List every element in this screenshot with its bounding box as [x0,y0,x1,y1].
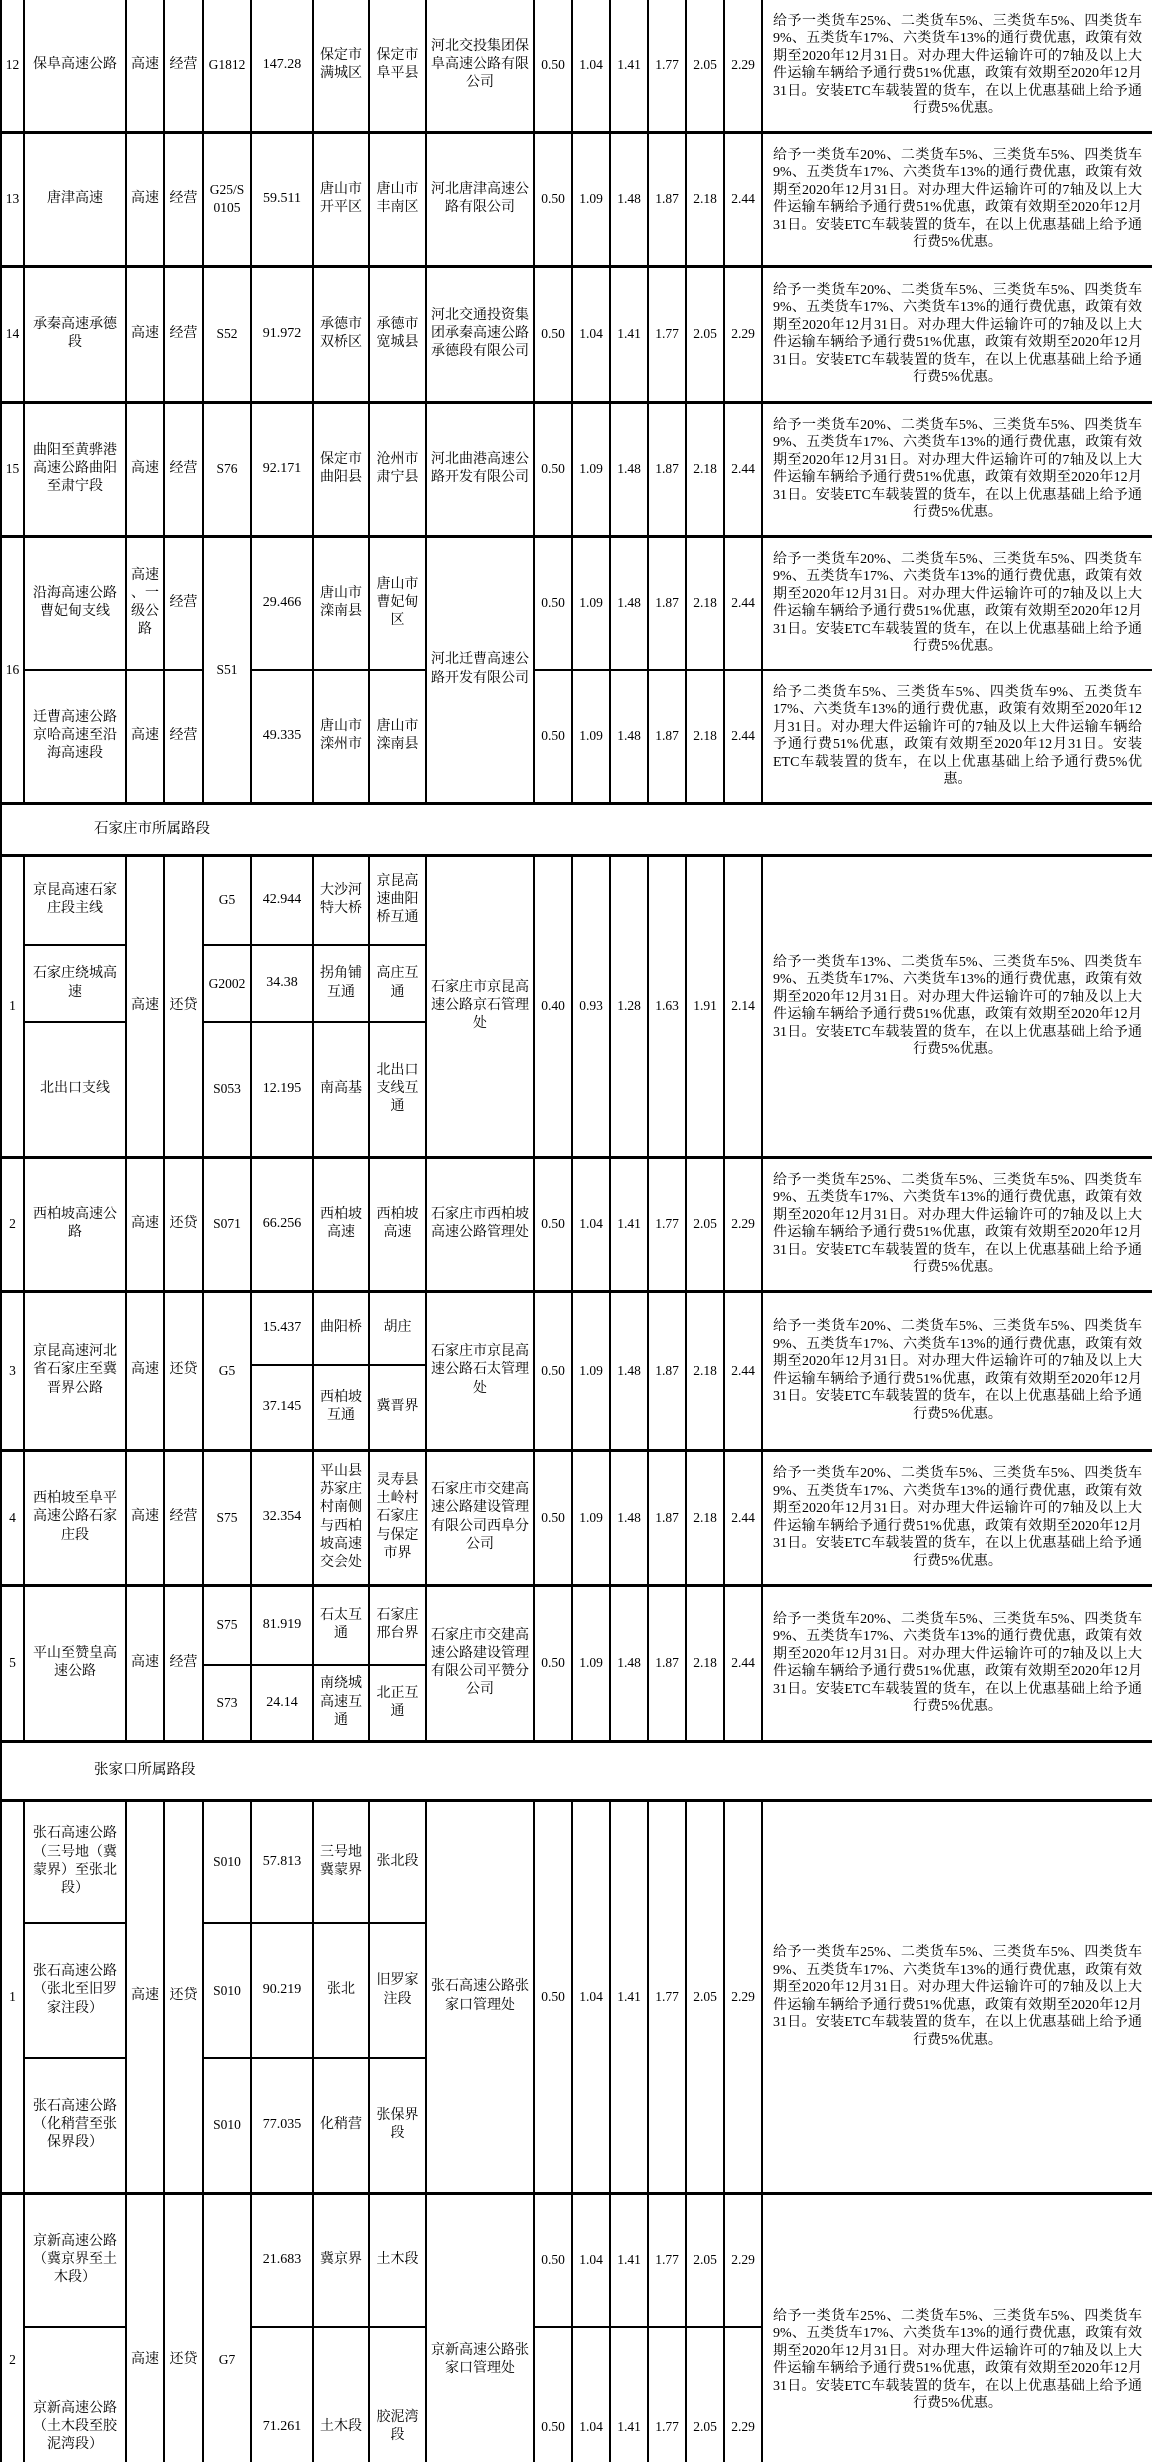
cell-road-name: 石家庄绕城高速 [24,945,126,1022]
cell-road-name: 曲阳至黄骅港高速公路曲阳至肃宁段 [24,402,126,536]
cell-length-km: 37.145 [251,1365,313,1450]
cell-rate-5: 2.18 [686,132,724,266]
cell-end-point: 胶泥湾段 [369,2327,426,2462]
cell-rate-2: 1.09 [572,670,610,803]
cell-rate-6: 2.44 [724,132,762,266]
cell-row-number: 1 [1,1800,24,2193]
cell-road-code: G2002 [203,945,251,1022]
cell-end-point: 土木段 [369,2193,426,2327]
cell-rate-1: 0.40 [534,855,572,1157]
cell-length-km: 15.437 [251,1291,313,1365]
cell-length-km: 32.354 [251,1450,313,1585]
cell-rate-6: 2.44 [724,1585,762,1741]
cell-end-point: 北出口支线互通 [369,1022,426,1157]
cell-road-type: 高速 [126,132,164,266]
cell-rate-6: 2.29 [724,1800,762,2193]
cell-length-km: 29.466 [251,536,313,670]
cell-rate-2: 1.04 [572,1157,610,1291]
cell-length-km: 91.972 [251,266,313,402]
cell-start-point: 承德市双桥区 [313,266,369,402]
cell-end-point: 冀晋界 [369,1365,426,1450]
cell-road-code: G25/S0105 [203,132,251,266]
cell-road-code: S51 [203,536,251,803]
cell-road-type: 高速 [126,1450,164,1585]
cell-road-type: 高速 [126,0,164,132]
cell-row-number: 12 [1,0,24,132]
cell-row-number: 15 [1,402,24,536]
cell-rate-2: 1.04 [572,0,610,132]
table-row [1,266,1152,402]
cell-end-point: 西柏坡高速 [369,1157,426,1291]
cell-operation-type: 还贷 [164,2193,203,2462]
cell-operator: 石家庄市交建高速公路建设管理有限公司西阜分公司 [426,1450,534,1585]
cell-start-point: 南绕城高速互通 [313,1665,369,1741]
cell-start-point: 石太互通 [313,1585,369,1665]
cell-rate-1: 0.50 [534,0,572,132]
cell-road-code: G1812 [203,0,251,132]
cell-operator: 河北迁曹高速公路开发有限公司 [426,536,534,803]
cell-road-code: S73 [203,1665,251,1741]
cell-rate-1: 0.50 [534,402,572,536]
cell-rate-5: 2.18 [686,1450,724,1585]
cell-remark: 给予一类货车13%、二类货车5%、三类货车5%、四类货车9%、五类货车17%、六类货车13%的通行费优惠，政策有效期至2020年12月31日。对办理大件运输许可的7轴及以上大件运输车辆给予通行费51%优惠，政策有效期至2020年12月31日。安装ETC车载装置的货车，在以上优惠基础上给予通行费5%优惠。 [762,855,1152,1157]
cell-rate-5: 2.05 [686,1800,724,2193]
cell-rate-2: 1.09 [572,1291,610,1450]
cell-length-km: 12.195 [251,1022,313,1157]
cell-rate-3: 1.48 [610,1450,648,1585]
cell-rate-3: 1.48 [610,536,648,670]
cell-rate-4: 1.87 [648,132,686,266]
cell-length-km: 59.511 [251,132,313,266]
cell-road-name: 迁曹高速公路京哈高速至沿海高速段 [24,670,126,803]
cell-rate-1: 0.50 [534,1291,572,1450]
cell-rate-1: 0.50 [534,536,572,670]
cell-end-point: 北正互通 [369,1665,426,1741]
cell-road-code: G7 [203,2193,251,2462]
cell-rate-1: 0.50 [534,266,572,402]
cell-end-point: 唐山市曹妃甸区 [369,536,426,670]
cell-road-name: 北出口支线 [24,1022,126,1157]
cell-end-point: 唐山市丰南区 [369,132,426,266]
table-row [1,0,1152,132]
cell-rate-2: 1.04 [572,1800,610,2193]
cell-length-km: 77.035 [251,2058,313,2193]
cell-length-km: 71.261 [251,2327,313,2462]
cell-remark: 给予一类货车20%、二类货车5%、三类货车5%、四类货车9%、五类货车17%、六类货车13%的通行费优惠，政策有效期至2020年12月31日。对办理大件运输许可的7轴及以上大件运输车辆给予通行费51%优惠，政策有效期至2020年12月31日。安装ETC车载装置的货车，在以上优惠基础上给予通行费5%优惠。 [762,266,1152,402]
cell-start-point: 拐角铺互通 [313,945,369,1022]
cell-rate-4: 1.63 [648,855,686,1157]
cell-rate-6: 2.29 [724,266,762,402]
cell-road-name: 西柏坡高速公路 [24,1157,126,1291]
cell-operator: 京新高速公路张家口管理处 [426,2193,534,2462]
cell-length-km: 57.813 [251,1800,313,1923]
cell-start-point: 张北 [313,1923,369,2058]
cell-rate-3: 1.41 [610,266,648,402]
cell-road-code: S053 [203,1022,251,1157]
section-title: 石家庄市所属路段 [1,803,1152,855]
cell-road-name: 唐津高速 [24,132,126,266]
cell-row-number: 4 [1,1450,24,1585]
cell-operator: 石家庄市交建高速公路建设管理有限公司平赞分公司 [426,1585,534,1741]
cell-road-name: 京新高速公路（土木段至胶泥湾段） [24,2327,126,2462]
table-row [1,536,1152,670]
cell-end-point: 唐山市滦南县 [369,670,426,803]
cell-rate-5: 2.05 [686,0,724,132]
cell-operation-type: 还贷 [164,1291,203,1450]
cell-remark: 给予一类货车20%、二类货车5%、三类货车5%、四类货车9%、五类货车17%、六类货车13%的通行费优惠，政策有效期至2020年12月31日。对办理大件运输许可的7轴及以上大件运输车辆给予通行费51%优惠，政策有效期至2020年12月31日。安装ETC车载装置的货车，在以上优惠基础上给予通行费5%优惠。 [762,1585,1152,1741]
cell-row-number: 16 [1,536,24,803]
cell-length-km: 66.256 [251,1157,313,1291]
cell-rate-4: 1.77 [648,1157,686,1291]
cell-rate-3: 1.41 [610,1157,648,1291]
cell-road-code: S010 [203,2058,251,2193]
cell-road-type: 高速 [126,2193,164,2462]
cell-rate-6: 2.29 [724,1157,762,1291]
cell-row-number: 13 [1,132,24,266]
cell-operator: 石家庄市西柏坡高速公路管理处 [426,1157,534,1291]
cell-rate-2: 1.09 [572,1450,610,1585]
cell-start-point: 唐山市滦南县 [313,536,369,670]
cell-length-km: 147.28 [251,0,313,132]
cell-end-point: 石家庄邢台界 [369,1585,426,1665]
section-header-row [1,1741,1152,1800]
cell-operation-type: 经营 [164,266,203,402]
cell-operation-type: 经营 [164,132,203,266]
cell-rate-3: 1.41 [610,1800,648,2193]
cell-rate-6: 2.29 [724,2193,762,2327]
cell-length-km: 81.919 [251,1585,313,1665]
cell-row-number: 2 [1,2193,24,2462]
cell-rate-2: 1.09 [572,132,610,266]
table-row [1,132,1152,266]
cell-rate-4: 1.87 [648,536,686,670]
cell-road-type: 高速 [126,1157,164,1291]
cell-rate-1: 0.50 [534,1800,572,2193]
cell-rate-5: 2.05 [686,2327,724,2462]
cell-rate-4: 1.87 [648,402,686,536]
cell-end-point: 承德市宽城县 [369,266,426,402]
cell-rate-3: 1.48 [610,1291,648,1450]
cell-rate-1: 0.50 [534,1585,572,1741]
cell-rate-6: 2.44 [724,1450,762,1585]
cell-end-point: 旧罗家注段 [369,1923,426,2058]
cell-road-name: 京新高速公路（冀京界至土木段） [24,2193,126,2327]
cell-start-point: 西柏坡互通 [313,1365,369,1450]
cell-row-number: 1 [1,855,24,1157]
cell-road-code: S52 [203,266,251,402]
cell-row-number: 5 [1,1585,24,1741]
cell-rate-6: 2.29 [724,2327,762,2462]
cell-operator: 河北交投集团保阜高速公路有限公司 [426,0,534,132]
cell-start-point: 唐山市开平区 [313,132,369,266]
cell-operation-type: 还贷 [164,1157,203,1291]
cell-remark: 给予一类货车20%、二类货车5%、三类货车5%、四类货车9%、五类货车17%、六类货车13%的通行费优惠，政策有效期至2020年12月31日。对办理大件运输许可的7轴及以上大件运输车辆给予通行费51%优惠，政策有效期至2020年12月31日。安装ETC车载装置的货车，在以上优惠基础上给予通行费5%优惠。 [762,536,1152,670]
cell-rate-6: 2.29 [724,0,762,132]
cell-rate-2: 0.93 [572,855,610,1157]
section-header-row [1,803,1152,855]
cell-rate-1: 0.50 [534,1450,572,1585]
cell-rate-3: 1.28 [610,855,648,1157]
cell-length-km: 34.38 [251,945,313,1022]
cell-rate-2: 1.04 [572,2193,610,2327]
cell-rate-5: 2.05 [686,1157,724,1291]
cell-road-name: 沿海高速公路曹妃甸支线 [24,536,126,670]
cell-road-type: 高速 [126,670,164,803]
cell-road-name: 京昆高速石家庄段主线 [24,855,126,945]
cell-road-type: 高速 [126,402,164,536]
cell-road-code: S071 [203,1157,251,1291]
cell-operation-type: 还贷 [164,855,203,1157]
cell-road-type: 高速、一级公路 [126,536,164,670]
cell-start-point: 平山县苏家庄村南侧与西柏坡高速交会处 [313,1450,369,1585]
cell-road-code: S010 [203,1923,251,2058]
cell-end-point: 高庄互通 [369,945,426,1022]
cell-row-number: 3 [1,1291,24,1450]
cell-rate-1: 0.50 [534,132,572,266]
cell-start-point: 保定市满城区 [313,0,369,132]
cell-rate-1: 0.50 [534,2327,572,2462]
cell-rate-1: 0.50 [534,2193,572,2327]
cell-start-point: 三号地冀蒙界 [313,1800,369,1923]
cell-rate-4: 1.77 [648,0,686,132]
cell-end-point: 胡庄 [369,1291,426,1365]
cell-rate-2: 1.09 [572,1585,610,1741]
cell-end-point: 保定市阜平县 [369,0,426,132]
cell-rate-5: 2.18 [686,402,724,536]
cell-start-point: 唐山市滦州市 [313,670,369,803]
cell-operator: 石家庄市京昆高速公路京石管理处 [426,855,534,1157]
cell-row-number: 2 [1,1157,24,1291]
cell-rate-4: 1.87 [648,1291,686,1450]
cell-start-point: 保定市曲阳县 [313,402,369,536]
cell-operator: 石家庄市京昆高速公路石太管理处 [426,1291,534,1450]
table-row [1,855,1152,945]
cell-rate-4: 1.77 [648,1800,686,2193]
cell-road-name: 张石高速公路（化稍营至张保界段） [24,2058,126,2193]
table-row [1,1585,1152,1665]
cell-start-point: 土木段 [313,2327,369,2462]
cell-rate-3: 1.48 [610,1585,648,1741]
cell-rate-3: 1.41 [610,2193,648,2327]
cell-rate-3: 1.48 [610,132,648,266]
cell-rate-4: 1.77 [648,2193,686,2327]
cell-rate-5: 2.18 [686,1291,724,1450]
cell-rate-2: 1.09 [572,402,610,536]
cell-operation-type: 经营 [164,402,203,536]
cell-rate-5: 2.05 [686,266,724,402]
cell-rate-3: 1.41 [610,2327,648,2462]
cell-operation-type: 还贷 [164,1800,203,2193]
table-row [1,1800,1152,1923]
cell-rate-5: 2.18 [686,1585,724,1741]
cell-length-km: 42.944 [251,855,313,945]
cell-rate-6: 2.44 [724,536,762,670]
cell-length-km: 24.14 [251,1665,313,1741]
cell-remark: 给予一类货车25%、二类货车5%、三类货车5%、四类货车9%、五类货车17%、六类货车13%的通行费优惠，政策有效期至2020年12月31日。对办理大件运输许可的7轴及以上大件运输车辆给予通行费51%优惠，政策有效期至2020年12月31日。安装ETC车载装置的货车，在以上优惠基础上给予通行费5%优惠。 [762,2193,1152,2462]
cell-road-name: 承秦高速承德段 [24,266,126,402]
cell-road-type: 高速 [126,855,164,1157]
cell-rate-5: 2.18 [686,536,724,670]
cell-rate-3: 1.48 [610,670,648,803]
cell-operation-type: 经营 [164,0,203,132]
cell-remark: 给予一类货车20%、二类货车5%、三类货车5%、四类货车9%、五类货车17%、六类货车13%的通行费优惠，政策有效期至2020年12月31日。对办理大件运输许可的7轴及以上大件运输车辆给予通行费51%优惠，政策有效期至2020年12月31日。安装ETC车载装置的货车，在以上优惠基础上给予通行费5%优惠。 [762,402,1152,536]
cell-end-point: 灵寿县土岭村石家庄与保定市界 [369,1450,426,1585]
cell-road-type: 高速 [126,266,164,402]
table-row [1,402,1152,536]
cell-length-km: 92.171 [251,402,313,536]
cell-remark: 给予一类货车25%、二类货车5%、三类货车5%、四类货车9%、五类货车17%、六类货车13%的通行费优惠，政策有效期至2020年12月31日。对办理大件运输许可的7轴及以上大件运输车辆给予通行费51%优惠，政策有效期至2020年12月31日。安装ETC车载装置的货车，在以上优惠基础上给予通行费5%优惠。 [762,1157,1152,1291]
cell-operation-type: 经营 [164,536,203,670]
cell-operation-type: 经营 [164,1450,203,1585]
cell-rate-3: 1.48 [610,402,648,536]
cell-rate-4: 1.77 [648,266,686,402]
cell-road-type: 高速 [126,1291,164,1450]
cell-end-point: 张保界段 [369,2058,426,2193]
cell-operator: 河北交通投资集团承秦高速公路承德段有限公司 [426,266,534,402]
cell-road-name: 保阜高速公路 [24,0,126,132]
cell-remark: 给予一类货车25%、二类货车5%、三类货车5%、四类货车9%、五类货车17%、六类货车13%的通行费优惠，政策有效期至2020年12月31日。对办理大件运输许可的7轴及以上大件运输车辆给予通行费51%优惠，政策有效期至2020年12月31日。安装ETC车载装置的货车，在以上优惠基础上给予通行费5%优惠。 [762,1800,1152,2193]
table-row [1,1157,1152,1291]
cell-road-type: 高速 [126,1800,164,2193]
cell-start-point: 冀京界 [313,2193,369,2327]
cell-operator: 河北曲港高速公路开发有限公司 [426,402,534,536]
cell-road-name: 西柏坡至阜平高速公路石家庄段 [24,1450,126,1585]
cell-remark: 给予二类货车5%、三类货车5%、四类货车9%、五类货车17%、六类货车13%的通行费优惠，政策有效期至2020年12月31日。对办理大件运输许可的7轴及以上大件运输车辆给予通行费51%优惠，政策有效期至2020年12月31日。安装ETC车载装置的货车，在以上优惠基础上给予通行费5%优惠。 [762,670,1152,803]
cell-operation-type: 经营 [164,1585,203,1741]
cell-operation-type: 经营 [164,670,203,803]
table-row [1,1450,1152,1585]
cell-rate-6: 2.14 [724,855,762,1157]
section-title: 张家口所属路段 [1,1741,1152,1800]
cell-rate-1: 0.50 [534,670,572,803]
cell-start-point: 大沙河特大桥 [313,855,369,945]
cell-road-code: G5 [203,855,251,945]
cell-rate-6: 2.44 [724,402,762,536]
cell-rate-1: 0.50 [534,1157,572,1291]
cell-road-type: 高速 [126,1585,164,1741]
cell-remark: 给予一类货车25%、二类货车5%、三类货车5%、四类货车9%、五类货车17%、六类货车13%的通行费优惠，政策有效期至2020年12月31日。对办理大件运输许可的7轴及以上大件运输车辆给予通行费51%优惠，政策有效期至2020年12月31日。安装ETC车载装置的货车，在以上优惠基础上给予通行费5%优惠。 [762,0,1152,132]
cell-row-number: 14 [1,266,24,402]
cell-remark: 给予一类货车20%、二类货车5%、三类货车5%、四类货车9%、五类货车17%、六类货车13%的通行费优惠，政策有效期至2020年12月31日。对办理大件运输许可的7轴及以上大件运输车辆给予通行费51%优惠，政策有效期至2020年12月31日。安装ETC车载装置的货车，在以上优惠基础上给予通行费5%优惠。 [762,132,1152,266]
cell-length-km: 21.683 [251,2193,313,2327]
cell-end-point: 沧州市肃宁县 [369,402,426,536]
cell-length-km: 49.335 [251,670,313,803]
cell-rate-4: 1.87 [648,1450,686,1585]
cell-end-point: 张北段 [369,1800,426,1923]
cell-rate-4: 1.87 [648,1585,686,1741]
cell-start-point: 化稍营 [313,2058,369,2193]
cell-rate-2: 1.09 [572,536,610,670]
cell-rate-6: 2.44 [724,670,762,803]
cell-road-name: 张石高速公路（张北至旧罗家注段） [24,1923,126,2058]
cell-rate-5: 2.18 [686,670,724,803]
cell-rate-3: 1.41 [610,0,648,132]
cell-rate-5: 1.91 [686,855,724,1157]
cell-start-point: 曲阳桥 [313,1291,369,1365]
cell-operator: 河北唐津高速公路有限公司 [426,132,534,266]
cell-end-point: 京昆高速曲阳桥互通 [369,855,426,945]
cell-rate-4: 1.87 [648,670,686,803]
cell-rate-2: 1.04 [572,2327,610,2462]
table-row [1,670,1152,803]
cell-road-name: 平山至赞皇高速公路 [24,1585,126,1741]
cell-road-code: S010 [203,1800,251,1923]
cell-rate-6: 2.44 [724,1291,762,1450]
table-row [1,1291,1152,1365]
cell-start-point: 西柏坡高速 [313,1157,369,1291]
cell-road-name: 京昆高速河北省石家庄至冀晋界公路 [24,1291,126,1450]
cell-road-code: S76 [203,402,251,536]
cell-rate-4: 1.77 [648,2327,686,2462]
table-row [1,2193,1152,2327]
cell-rate-5: 2.05 [686,2193,724,2327]
cell-road-code: S75 [203,1450,251,1585]
cell-rate-2: 1.04 [572,266,610,402]
cell-length-km: 90.219 [251,1923,313,2058]
cell-remark: 给予一类货车20%、二类货车5%、三类货车5%、四类货车9%、五类货车17%、六类货车13%的通行费优惠，政策有效期至2020年12月31日。对办理大件运输许可的7轴及以上大件运输车辆给予通行费51%优惠，政策有效期至2020年12月31日。安装ETC车载装置的货车，在以上优惠基础上给予通行费5%优惠。 [762,1450,1152,1585]
cell-road-code: S75 [203,1585,251,1665]
cell-road-code: G5 [203,1291,251,1450]
cell-remark: 给予一类货车20%、二类货车5%、三类货车5%、四类货车9%、五类货车17%、六类货车13%的通行费优惠，政策有效期至2020年12月31日。对办理大件运输许可的7轴及以上大件运输车辆给予通行费51%优惠，政策有效期至2020年12月31日。安装ETC车载装置的货车，在以上优惠基础上给予通行费5%优惠。 [762,1291,1152,1450]
cell-operator: 张石高速公路张家口管理处 [426,1800,534,2193]
cell-road-name: 张石高速公路（三号地（冀蒙界）至张北段） [24,1800,126,1923]
cell-start-point: 南高基 [313,1022,369,1157]
